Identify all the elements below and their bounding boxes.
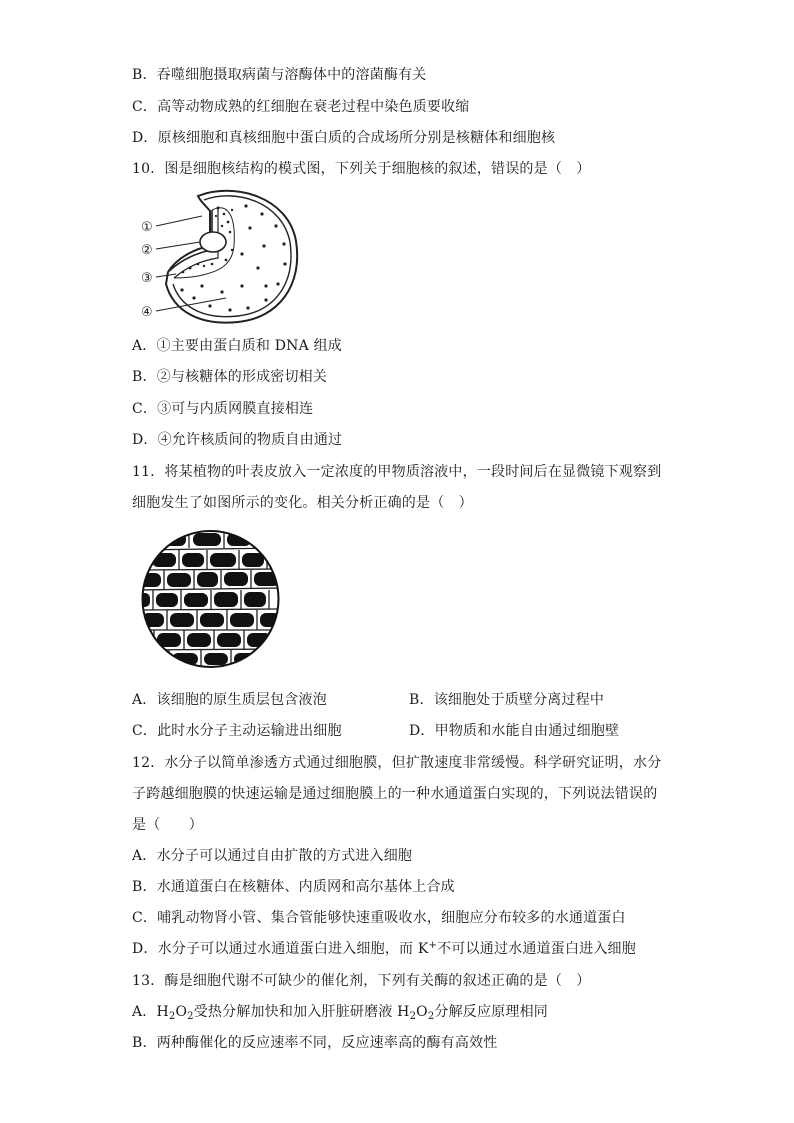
q12-stem-line3: 是（ ） [132, 817, 203, 833]
k-ion-charge: + [428, 940, 438, 951]
q12-option-c: C．哺乳动物肾小管、集合管能够快速重吸收水，细胞应分布较多的水通道蛋白 [132, 910, 626, 926]
q13a-sub3: 2 [409, 1011, 417, 1022]
nucleolus [200, 232, 226, 252]
nucleus-diagram [138, 186, 303, 326]
q12-option-d [132, 939, 636, 959]
q13-option-a [132, 1002, 548, 1022]
q12-option-a: A．水分子可以通过自由扩散的方式进入细胞 [132, 848, 413, 864]
q11-option-c: C．此时水分子主动运输进出细胞 [132, 723, 342, 739]
plasmolysis-micrograph [139, 530, 282, 668]
q12-stem-line2: 子跨越细胞膜的快速运输是通过细胞膜上的一种水通道蛋白实现的，下列说法错误的 [132, 786, 658, 802]
q13a-part5: 分解反应原理相同 [434, 1004, 549, 1020]
q13a-sub4: 2 [427, 1011, 435, 1022]
q11-option-a: A．该细胞的原生质层包含液泡 [132, 692, 327, 708]
q11-option-b: B．该细胞处于质壁分离过程中 [409, 692, 605, 708]
q11-option-d: D．甲物质和水能自由通过细胞壁 [409, 723, 620, 739]
label-3: ③ [141, 271, 153, 286]
q13a-part3: 受热分解加快和加入肝脏研磨液 H [193, 1004, 410, 1020]
q9-option-c: C．高等动物成熟的红细胞在衰老过程中染色质要收缩 [132, 99, 470, 115]
label-1: ① [141, 220, 153, 235]
q10-stem: 10．图是细胞核结构的模式图，下列关于细胞核的叙述，错误的是（ ） [132, 161, 591, 177]
q10-option-a: A．①主要由蛋白质和 DNA 组成 [132, 338, 342, 354]
q9-option-b: B．吞噬细胞摄取病菌与溶酶体中的溶菌酶有关 [132, 67, 427, 83]
q12-option-b: B．水通道蛋白在核糖体、内质网和高尔基体上合成 [132, 879, 455, 895]
q13-option-b: B．两种酶催化的反应速率不同，反应速率高的酶有高效性 [132, 1035, 498, 1051]
q11-stem-line1: 11．将某植物的叶表皮放入一定浓度的甲物质溶液中，一段时间后在显微镜下观察到 [132, 464, 662, 480]
q10-option-b: B．②与核糖体的形成密切相关 [132, 369, 328, 385]
q10-option-c: C．③可与内质网膜直接相连 [132, 401, 314, 417]
q12-stem-line1: 12．水分子以简单渗透方式通过细胞膜，但扩散速度非常缓慢。科学研究证明，水分 [132, 755, 662, 771]
q13a-part2: O [175, 1004, 188, 1020]
label-4: ④ [141, 305, 153, 320]
q9-option-d: D．原核细胞和真核细胞中蛋白质的合成场所分别是核糖体和细胞核 [132, 130, 556, 146]
q13a-sub1: 2 [168, 1011, 176, 1022]
q12d-text-1: D．水分子可以通过水通道蛋白进入细胞，而 K [132, 941, 429, 957]
q11-stem-line2: 细胞发生了如图所示的变化。相关分析正确的是（ ） [132, 495, 473, 511]
q12d-text-2: 不可以通过水通道蛋白进入细胞 [437, 941, 636, 957]
q13a-part4: O [416, 1004, 428, 1020]
q13a-sub2: 2 [187, 1011, 194, 1022]
q10-option-d: D．④允许核质间的物质自由通过 [132, 432, 343, 448]
label-2: ② [141, 243, 153, 258]
q13a-part1: A．H [132, 1004, 169, 1020]
q13-stem: 13．酶是细胞代谢不可缺少的催化剂，下列有关酶的叙述正确的是（ ） [132, 973, 591, 989]
